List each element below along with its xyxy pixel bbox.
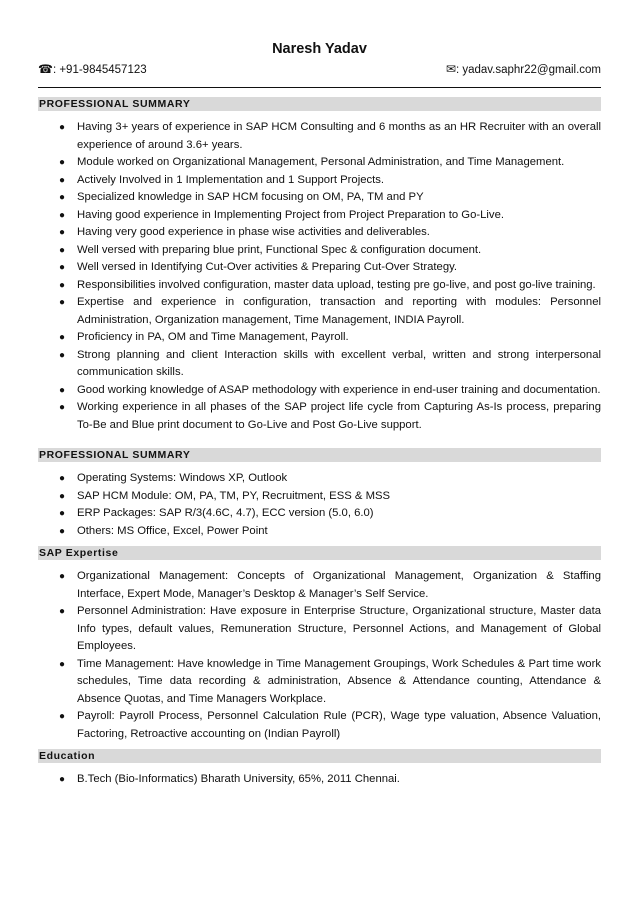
list-item: ● Module worked on Organizational Management, Personal Administration, and Time Management. [38,154,601,172]
list-item: ● Responsibilities involved configuration, master data upload, testing pre go-live, and post go-live training. [38,277,601,295]
bullet-icon: ● [59,525,66,537]
list-item: ● Good working knowledge of ASAP methodology with experience in end-user training and documentation. [38,382,601,400]
bullet-icon: ● [59,297,66,308]
list-item: ● Others: MS Office, Excel, Power Point [38,523,601,541]
bullet-icon: ● [59,157,66,168]
section-heading: PROFESSIONAL SUMMARY [38,97,601,111]
list-item: ● Payroll: Payroll Process, Personnel Calculation Rule (PCR), Wage type valuation, Absence Valuation, Factoring, Retroactive accounting on (Indian Payroll) [59,710,601,740]
list-item: ● Well versed in Identifying Cut-Over activities & Preparing Cut-Over Strategy. [38,259,601,277]
list-item: ● Having very good experience in phase wise activities and deliverables. [38,224,601,242]
bullet-icon: ● [59,244,66,256]
list-item: ● Operating Systems: Windows XP, Outlook [38,470,601,488]
email-address: : yadav.saphr22@gmail.com [455,64,601,76]
list-item: ● Proficiency in PA, OM and Time Management, Payroll. [38,329,601,347]
list-item: ● Specialized knowledge in SAP HCM focusing on OM, PA, TM and PY [38,189,601,207]
bullet-icon: ● [59,192,66,203]
bullet-icon: ● [59,571,66,582]
resume-page [38,40,601,789]
bullet-icon: ● [59,174,66,186]
phone-number: : +91-9845457123 [52,64,147,76]
section-heading: Education [38,749,601,763]
envelope-icon: ✉ [445,62,456,76]
bullet-icon: ● [59,711,66,722]
bullet-icon: ● [59,473,66,484]
list-item: ● B.Tech (Bio-Informatics) Bharath University, 65%, 2011 Chennai. [38,771,601,789]
candidate-name: Naresh Yadav [272,41,367,57]
section-heading: SAP Expertise [38,546,601,560]
summary-list [38,119,601,434]
bullet-icon: ● [59,349,66,361]
bullet-icon: ● [59,122,66,133]
bullet-icon: ● [59,227,66,238]
list-item: ● Working experience in all phases of the SAP project life cycle from Capturing As-Is process, preparing To-Be and Blue print document to Go-Live and Post Go-Live support. [59,401,601,431]
list-item: ● Well versed with preparing blue print, Functional Spec & configuration document. [38,242,601,260]
section-professional-summary [38,97,601,434]
list-item: ● ERP Packages: SAP R/3(4.6C, 4.7), ECC version (5.0, 6.0) [38,505,601,523]
phone-icon: ☎ [38,62,53,76]
section-sap-expertise [38,546,601,743]
section-heading: PROFESSIONAL SUMMARY [38,448,601,462]
expertise-list [38,568,601,743]
bullet-icon: ● [59,384,66,396]
contact-row [38,60,601,78]
bullet-icon: ● [59,658,66,670]
section-technical-summary [38,448,601,540]
list-item: ● Strong planning and client Interaction skills with excellent verbal, written and strong interpersonal communication skills. [59,348,601,378]
header-divider [38,87,601,88]
bullet-icon: ● [59,508,66,519]
list-item: ● Having good experience in Implementing Project from Project Preparation to Go-Live. [38,207,601,225]
list-item: ● Time Management: Have knowledge in Time Management Groupings, Work Schedules & Part time work schedules, Time data recording & administration, Absence & Attendance counting, Attendance & Absence Quotas, and Time Managers Workplace. [59,657,601,705]
bullet-icon: ● [59,402,66,413]
list-item: ● Having 3+ years of experience in SAP HCM Consulting and 6 months as an HR Recruiter with an overall experience of around 3.6+ years. [59,121,601,151]
bullet-icon: ● [59,774,66,785]
list-item: ● Actively Involved in 1 Implementation and 1 Support Projects. [38,172,601,190]
list-item: ● Personnel Administration: Have exposure in Enterprise Structure, Organizational structure, Master data Info types, default values, Remuneration Structure, Personnel Actions, and Management of Global Employees. [59,605,601,652]
list-item: ● SAP HCM Module: OM, PA, TM, PY, Recruitment, ESS & MSS [38,488,601,506]
email-contact [446,60,601,79]
bullet-icon: ● [59,262,66,273]
bullet-icon: ● [59,490,66,502]
bullet-icon: ● [59,279,66,291]
bullet-icon: ● [59,332,66,343]
technical-list [38,470,601,540]
list-item: ● Organizational Management: Concepts of Organizational Management, Organization & Staffing Interface, Expert Mode, Manager’s Desktop & Manager’s Self Service. [59,570,601,600]
bullet-icon: ● [59,606,66,617]
list-item: ● Expertise and experience in configuration, transaction and reporting with modules: Personnel Administration, Organization management, Time Management, INDIA Payroll. [59,296,601,326]
education-list [38,771,601,789]
section-education [38,749,601,789]
phone-contact [38,60,147,79]
bullet-icon: ● [59,209,66,221]
